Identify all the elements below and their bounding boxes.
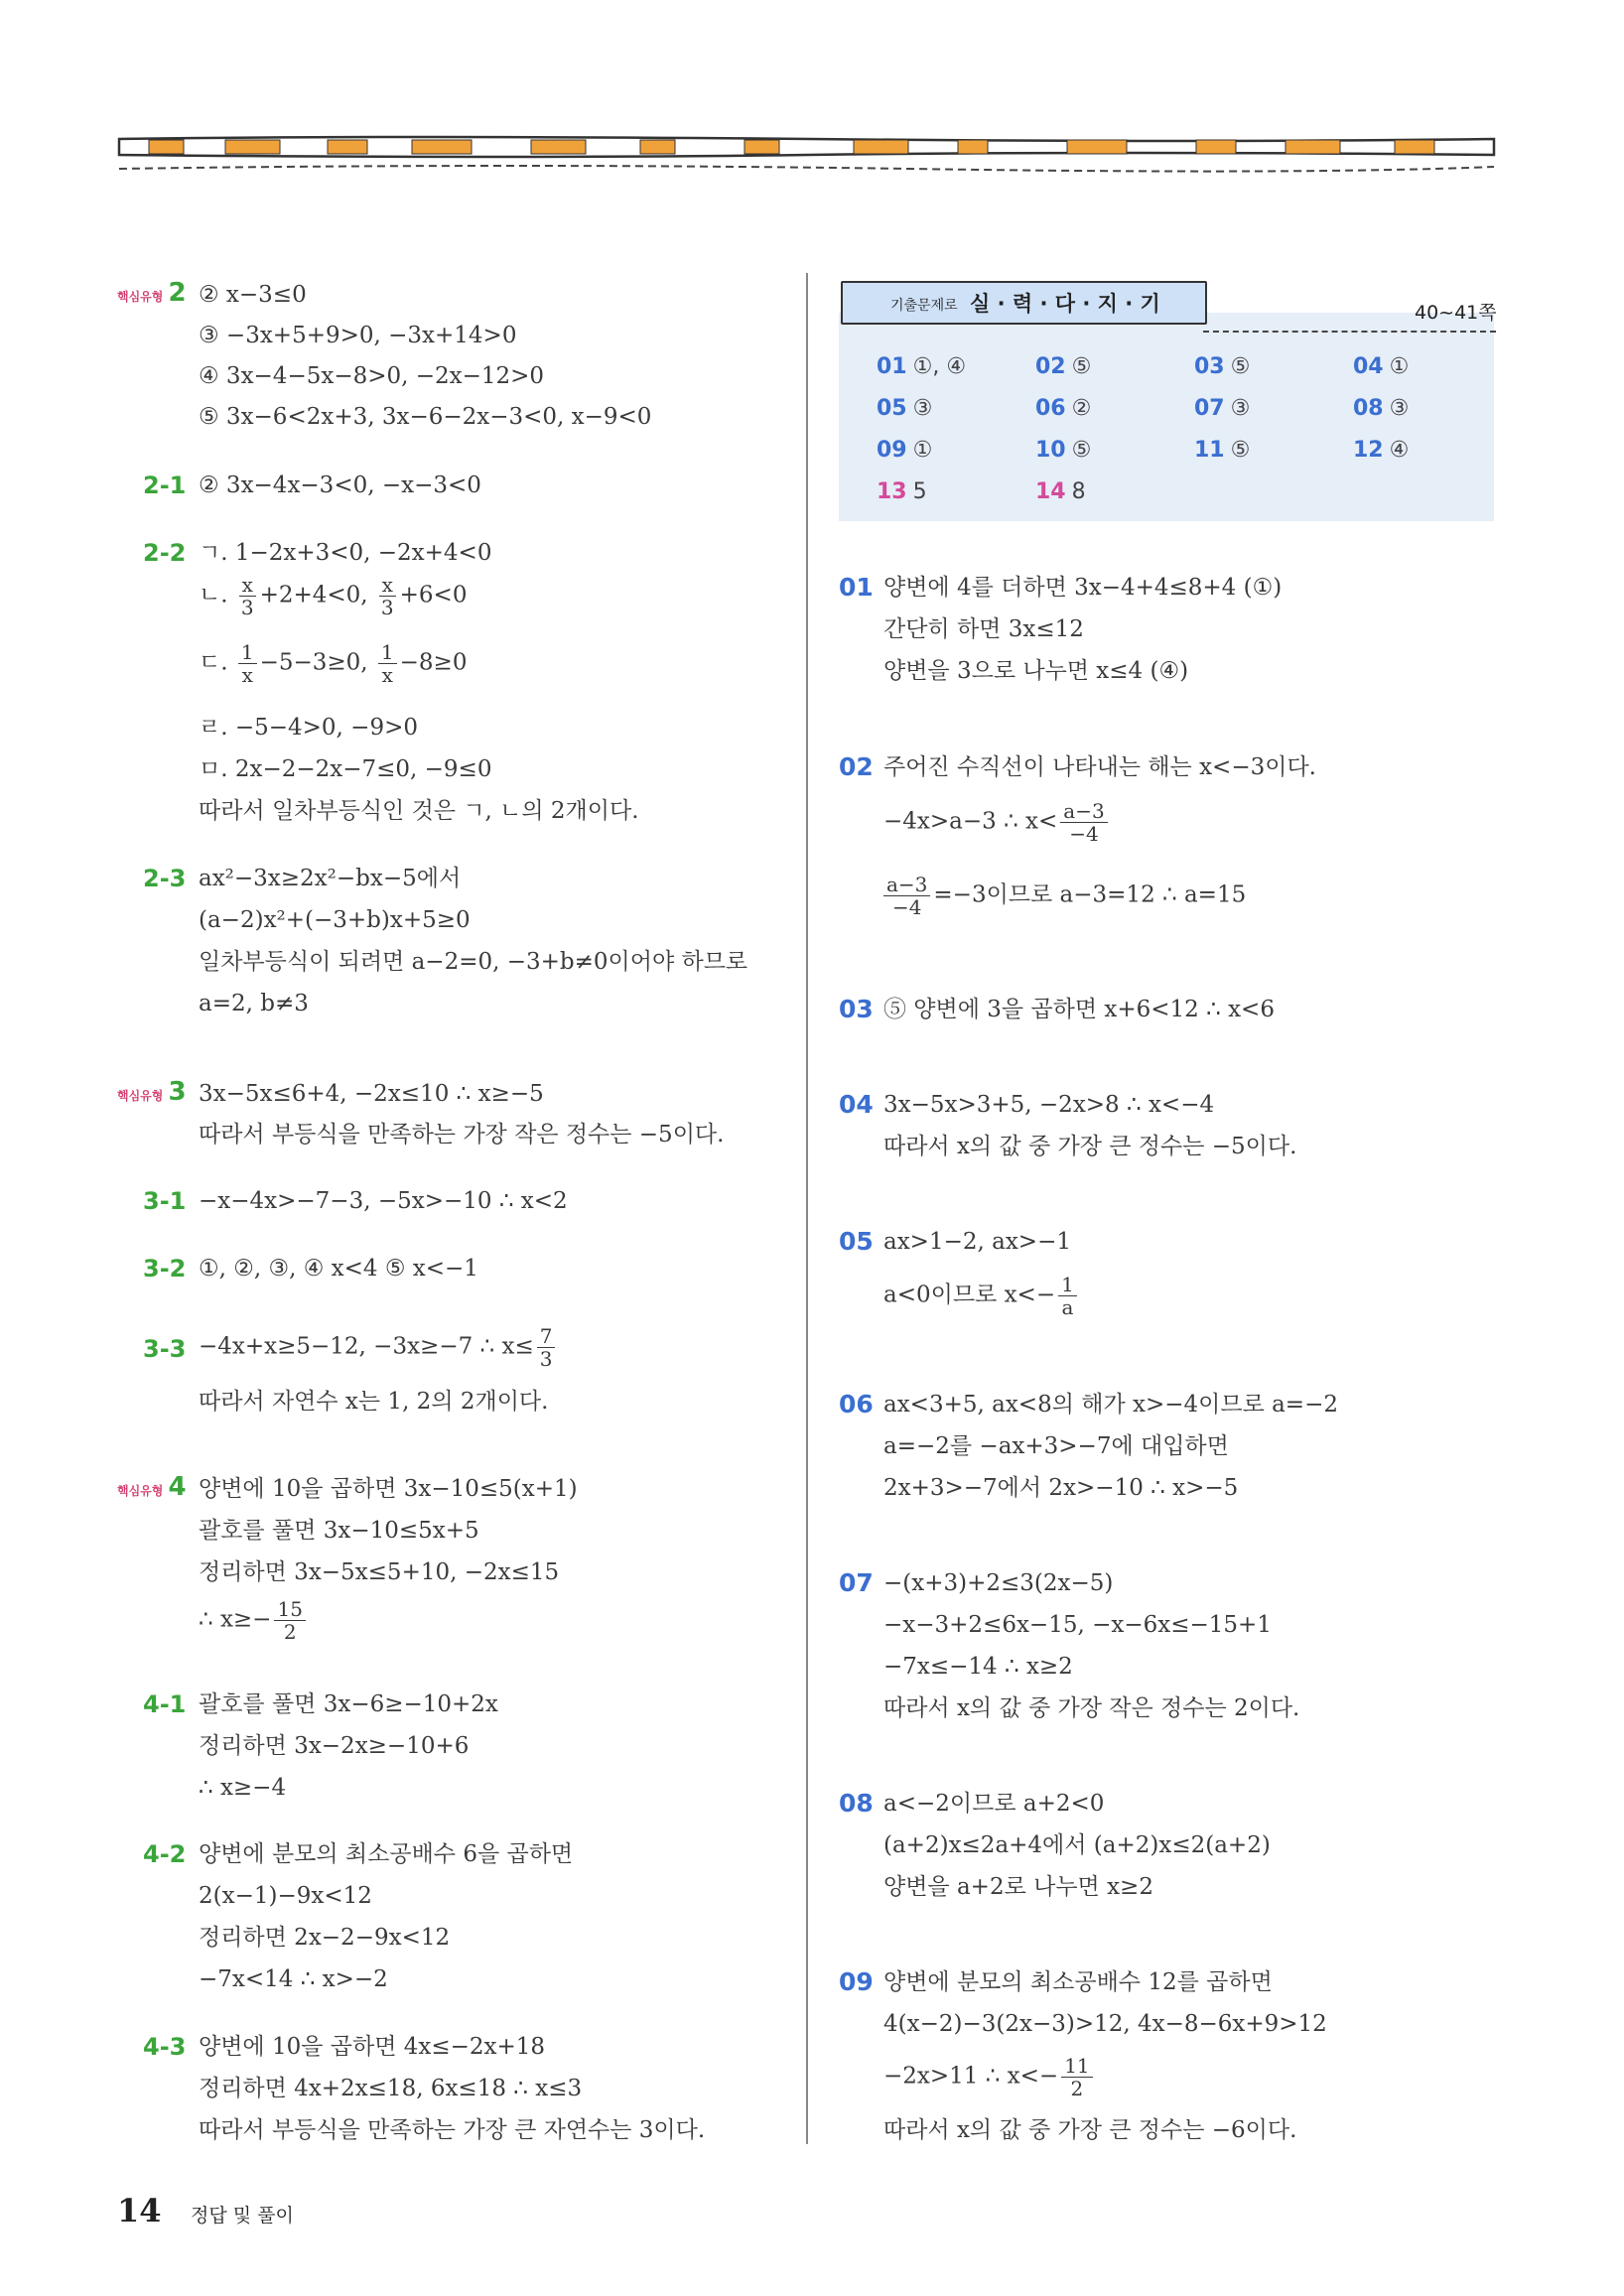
core4-line xyxy=(199,1598,309,1643)
core2-line: ② x−3≤0 xyxy=(199,282,307,308)
answer-value: ⑤ xyxy=(1230,354,1251,379)
s03-line: ⑤ 양변에 3을 곱하면 x+6<12 ∴ x<6 xyxy=(883,997,1275,1022)
p3-1-line: −x−4x>−7−3, −5x>−10 ∴ x<2 xyxy=(199,1188,568,1214)
p2-3-line: ax²−3x≥2x²−bx−5에서 xyxy=(199,866,462,891)
p4-2-line: 양변에 분모의 최소공배수 6을 곱하면 xyxy=(199,1841,574,1867)
answer-number: 03 xyxy=(1194,354,1225,379)
s06-line: a=−2를 −ax+3>−7에 대입하면 xyxy=(883,1433,1229,1459)
p2-2-d-prefix: ㄷ. xyxy=(199,649,235,676)
s05-line xyxy=(883,1274,1080,1318)
core4-line: 양변에 10을 곱하면 3x−10≤5(x+1) xyxy=(199,1476,578,1502)
core2-line: ⑤ 3x−6<2x+3, 3x−6−2x−3<0, x−9<0 xyxy=(199,404,652,430)
p4-2-line: 2(x−1)−9x<12 xyxy=(199,1883,372,1909)
p4-1-line: 정리하면 3x−2x≥−10+6 xyxy=(199,1733,470,1759)
core2-line: ③ −3x+5+9>0, −3x+14>0 xyxy=(199,323,517,348)
answer-value: ⑤ xyxy=(1230,438,1251,463)
fraction-num: x xyxy=(379,574,396,597)
fraction xyxy=(537,1325,556,1370)
fraction xyxy=(1061,2055,1092,2099)
fraction-den: −4 xyxy=(1069,822,1099,846)
answer-value: ③ xyxy=(1230,396,1251,421)
fraction xyxy=(1060,800,1107,845)
fraction xyxy=(238,574,257,618)
answer-item xyxy=(1353,438,1409,463)
answer-value: ⑤ xyxy=(1071,438,1092,463)
solution-number: 02 xyxy=(839,752,874,781)
answer-item xyxy=(877,396,932,421)
problem-number: 4-1 xyxy=(143,1690,187,1718)
p2-2-line: ㅁ. 2x−2−2x−7≤0, −9≤0 xyxy=(199,756,492,782)
answer-item xyxy=(1035,479,1086,504)
s09-line: 따라서 x의 값 중 가장 큰 정수는 −6이다. xyxy=(883,2117,1297,2143)
p2-2-n-end: +6<0 xyxy=(399,582,468,608)
answer-value: ⑤ xyxy=(1071,354,1092,379)
p2-3-line: 일차부등식이 되려면 a−2=0, −3+b≠0이어야 하므로 xyxy=(199,949,748,975)
answer-item xyxy=(877,354,966,379)
fraction-den: 2 xyxy=(1070,2077,1084,2100)
s02-text: −4x>a−3 ∴ x< xyxy=(883,808,1058,835)
p2-1-line: ② 3x−4x−3<0, −x−3<0 xyxy=(199,473,481,498)
p2-2-line: ㄱ. 1−2x+3<0, −2x+4<0 xyxy=(199,540,492,566)
p3-3-line: 따라서 자연수 x는 1, 2의 2개이다. xyxy=(199,1389,549,1415)
s02-text: =−3이므로 a−3=12 ∴ a=15 xyxy=(933,881,1247,908)
s07-line: 따라서 x의 값 중 가장 작은 정수는 2이다. xyxy=(883,1695,1300,1721)
fraction-num: 11 xyxy=(1061,2055,1092,2078)
problem-number: 3-3 xyxy=(143,1335,187,1363)
p2-3-line: a=2, b≠3 xyxy=(199,991,309,1016)
tab-small-label: 기출문제로 xyxy=(890,298,958,314)
core2-line: ④ 3x−4−5x−8>0, −2x−12>0 xyxy=(199,363,545,389)
fraction-num: 1 xyxy=(378,641,397,664)
solution-number: 06 xyxy=(839,1390,874,1418)
core-number: 4 xyxy=(168,1472,187,1502)
answer-number: 05 xyxy=(877,396,907,421)
p2-3-line: (a−2)x²+(−3+b)x+5≥0 xyxy=(199,907,471,933)
fraction-den: 3 xyxy=(380,596,394,619)
core3-line: 따라서 부등식을 만족하는 가장 작은 정수는 −5이다. xyxy=(199,1122,725,1148)
solution-number: 03 xyxy=(839,995,874,1023)
p2-2-line: ㄹ. −5−4>0, −9>0 xyxy=(199,715,418,741)
solution-number: 01 xyxy=(839,573,874,602)
p4-1-line: ∴ x≥−4 xyxy=(199,1775,287,1801)
s02-line xyxy=(883,800,1111,845)
p2-2-n-mid: +2+4<0, xyxy=(259,582,375,608)
p2-2-d-end: −8≥0 xyxy=(399,649,468,676)
core-label: 핵심유형 xyxy=(117,290,164,304)
fraction xyxy=(883,874,930,918)
fraction-den: a xyxy=(1061,1295,1074,1319)
answer-number: 06 xyxy=(1035,396,1066,421)
problem-number: 2-3 xyxy=(143,865,187,892)
s08-line: 양변을 a+2로 나누면 x≥2 xyxy=(883,1874,1153,1900)
p4-2-line: −7x<14 ∴ x>−2 xyxy=(199,1966,388,1992)
problem-number: 4-2 xyxy=(143,1840,187,1868)
fraction-den: −4 xyxy=(891,895,922,919)
s09-line: 양변에 분모의 최소공배수 12를 곱하면 xyxy=(883,1969,1273,1995)
s05-text: a<0이므로 x<− xyxy=(883,1282,1056,1308)
answer-value: ① xyxy=(1389,354,1410,379)
answer-number: 08 xyxy=(1353,396,1384,421)
p4-3-line: 정리하면 4x+2x≤18, 6x≤18 ∴ x≤3 xyxy=(199,2076,583,2101)
core4-line: 정리하면 3x−5x≤5+10, −2x≤15 xyxy=(199,1559,560,1585)
s02-line xyxy=(883,874,1246,918)
answer-item xyxy=(877,479,927,504)
answer-value: ③ xyxy=(1389,396,1410,421)
answer-number: 07 xyxy=(1194,396,1225,421)
answer-item xyxy=(1194,354,1250,379)
s06-line: ax<3+5, ax<8의 해가 x>−4이므로 a=−2 xyxy=(883,1392,1338,1418)
fraction-num: a−3 xyxy=(1060,800,1107,823)
answer-value: ③ xyxy=(912,396,933,421)
answer-number: 14 xyxy=(1035,479,1066,504)
fraction-num: 7 xyxy=(537,1325,556,1348)
core-type-4 xyxy=(117,1472,187,1502)
p4-3-line: 양변에 10을 곱하면 4x≤−2x+18 xyxy=(199,2034,546,2060)
answer-value: 8 xyxy=(1071,479,1086,504)
p3-3-line xyxy=(199,1325,558,1370)
s07-line: −(x+3)+2≤3(2x−5) xyxy=(883,1570,1114,1596)
fraction-den: 2 xyxy=(283,1620,297,1644)
answer-item xyxy=(1035,396,1091,421)
solution-number: 05 xyxy=(839,1227,874,1256)
core4-line: 괄호를 풀면 3x−10≤5x+5 xyxy=(199,1518,479,1544)
p4-3-line: 따라서 부등식을 만족하는 가장 큰 자연수는 3이다. xyxy=(199,2117,706,2143)
fraction-num: a−3 xyxy=(883,874,930,896)
p2-2-line-n xyxy=(199,574,467,618)
answer-number: 13 xyxy=(877,479,907,504)
s05-line: ax>1−2, ax>−1 xyxy=(883,1229,1071,1255)
fraction-num: 1 xyxy=(1058,1274,1077,1296)
p2-2-line: 따라서 일차부등식인 것은 ㄱ, ㄴ의 2개이다. xyxy=(199,798,639,824)
answer-value: ② xyxy=(1071,396,1092,421)
answer-value: ①, ④ xyxy=(912,354,967,379)
s09-line: 4(x−2)−3(2x−3)>12, 4x−8−6x+9>12 xyxy=(883,2011,1327,2037)
column-divider xyxy=(806,273,808,2144)
p4-2-line: 정리하면 2x−2−9x<12 xyxy=(199,1925,451,1951)
problem-number: 4-3 xyxy=(143,2033,187,2061)
fraction-den: 3 xyxy=(240,596,254,619)
answer-number: 10 xyxy=(1035,438,1066,463)
answer-item xyxy=(1035,438,1091,463)
answer-item xyxy=(1353,354,1409,379)
core-type-2 xyxy=(117,278,187,308)
footer-label: 정답 및 풀이 xyxy=(191,2205,294,2227)
fraction-den: x xyxy=(241,663,253,687)
s07-line: −x−3+2≤6x−15, −x−6x≤−15+1 xyxy=(883,1612,1272,1638)
core4-text: ∴ x≥− xyxy=(199,1606,272,1633)
fraction-num: 15 xyxy=(274,1598,305,1621)
problem-number: 2-2 xyxy=(143,539,187,567)
p2-2-d-mid: −5−3≥0, xyxy=(259,649,375,676)
page-number: 14 xyxy=(117,2192,162,2229)
s01-line: 양변을 3으로 나누면 x≤4 (④) xyxy=(883,658,1189,684)
s02-line: 주어진 수직선이 나타내는 해는 x<−3이다. xyxy=(883,754,1316,780)
solution-number: 08 xyxy=(839,1789,874,1818)
core-number: 3 xyxy=(168,1077,187,1107)
fraction-den: 3 xyxy=(539,1347,553,1371)
p3-3-text: −4x+x≥5−12, −3x≥−7 ∴ x≤ xyxy=(199,1333,534,1360)
answer-item xyxy=(1194,438,1250,463)
core3-line: 3x−5x≤6+4, −2x≤10 ∴ x≥−5 xyxy=(199,1081,544,1107)
s08-line: (a+2)x≤2a+4에서 (a+2)x≤2(a+2) xyxy=(883,1832,1271,1858)
fraction-num: 1 xyxy=(238,641,257,664)
solution-number: 09 xyxy=(839,1967,874,1996)
tab-dashed-line xyxy=(1203,331,1496,333)
page-range: 40~41쪽 xyxy=(1415,302,1497,324)
s09-line xyxy=(883,2055,1096,2099)
fraction xyxy=(1058,1274,1077,1318)
core-type-3 xyxy=(117,1077,187,1107)
answer-number: 09 xyxy=(877,438,907,463)
fraction xyxy=(274,1598,305,1643)
fraction xyxy=(378,574,397,618)
fraction-num: x xyxy=(239,574,256,597)
answer-item xyxy=(1194,396,1250,421)
s04-line: 따라서 x의 값 중 가장 큰 정수는 −5이다. xyxy=(883,1134,1297,1159)
s06-line: 2x+3>−7에서 2x>−10 ∴ x>−5 xyxy=(883,1475,1239,1501)
answer-value: ① xyxy=(912,438,933,463)
problem-number: 3-1 xyxy=(143,1187,187,1215)
answer-item xyxy=(877,438,932,463)
core-label: 핵심유형 xyxy=(117,1089,164,1103)
fraction-den: x xyxy=(381,663,393,687)
answer-number: 04 xyxy=(1353,354,1384,379)
s09-text: −2x>11 ∴ x<− xyxy=(883,2063,1059,2090)
section-tab xyxy=(841,281,1207,325)
s07-line: −7x≤−14 ∴ x≥2 xyxy=(883,1654,1073,1680)
answer-number: 12 xyxy=(1353,438,1384,463)
p4-1-line: 괄호를 풀면 3x−6≥−10+2x xyxy=(199,1691,498,1717)
s04-line: 3x−5x>3+5, −2x>8 ∴ x<−4 xyxy=(883,1092,1215,1118)
solution-number: 04 xyxy=(839,1090,874,1119)
p2-2-n-prefix: ㄴ. xyxy=(199,582,235,608)
answer-value: ④ xyxy=(1389,438,1410,463)
header-ribbon xyxy=(114,127,1499,177)
p3-2-line: ①, ②, ③, ④ x<4 ⑤ x<−1 xyxy=(199,1256,478,1282)
core-label: 핵심유형 xyxy=(117,1484,164,1498)
answer-value: 5 xyxy=(912,479,927,504)
fraction xyxy=(238,641,257,686)
s08-line: a<−2이므로 a+2<0 xyxy=(883,1791,1105,1817)
tab-title: 실 · 력 · 다 · 지 · 기 xyxy=(970,292,1160,316)
fraction xyxy=(378,641,397,686)
s01-line: 양변에 4를 더하면 3x−4+4≤8+4 (①) xyxy=(883,575,1283,601)
answer-number: 02 xyxy=(1035,354,1066,379)
p2-2-line-d xyxy=(199,641,467,686)
answer-item xyxy=(1353,396,1409,421)
solution-number: 07 xyxy=(839,1568,874,1597)
s01-line: 간단히 하면 3x≤12 xyxy=(883,616,1084,642)
answer-number: 11 xyxy=(1194,438,1225,463)
answer-item xyxy=(1035,354,1091,379)
problem-number: 2-1 xyxy=(143,472,187,499)
core-number: 2 xyxy=(168,278,187,308)
problem-number: 3-2 xyxy=(143,1255,187,1283)
answer-number: 01 xyxy=(877,354,907,379)
